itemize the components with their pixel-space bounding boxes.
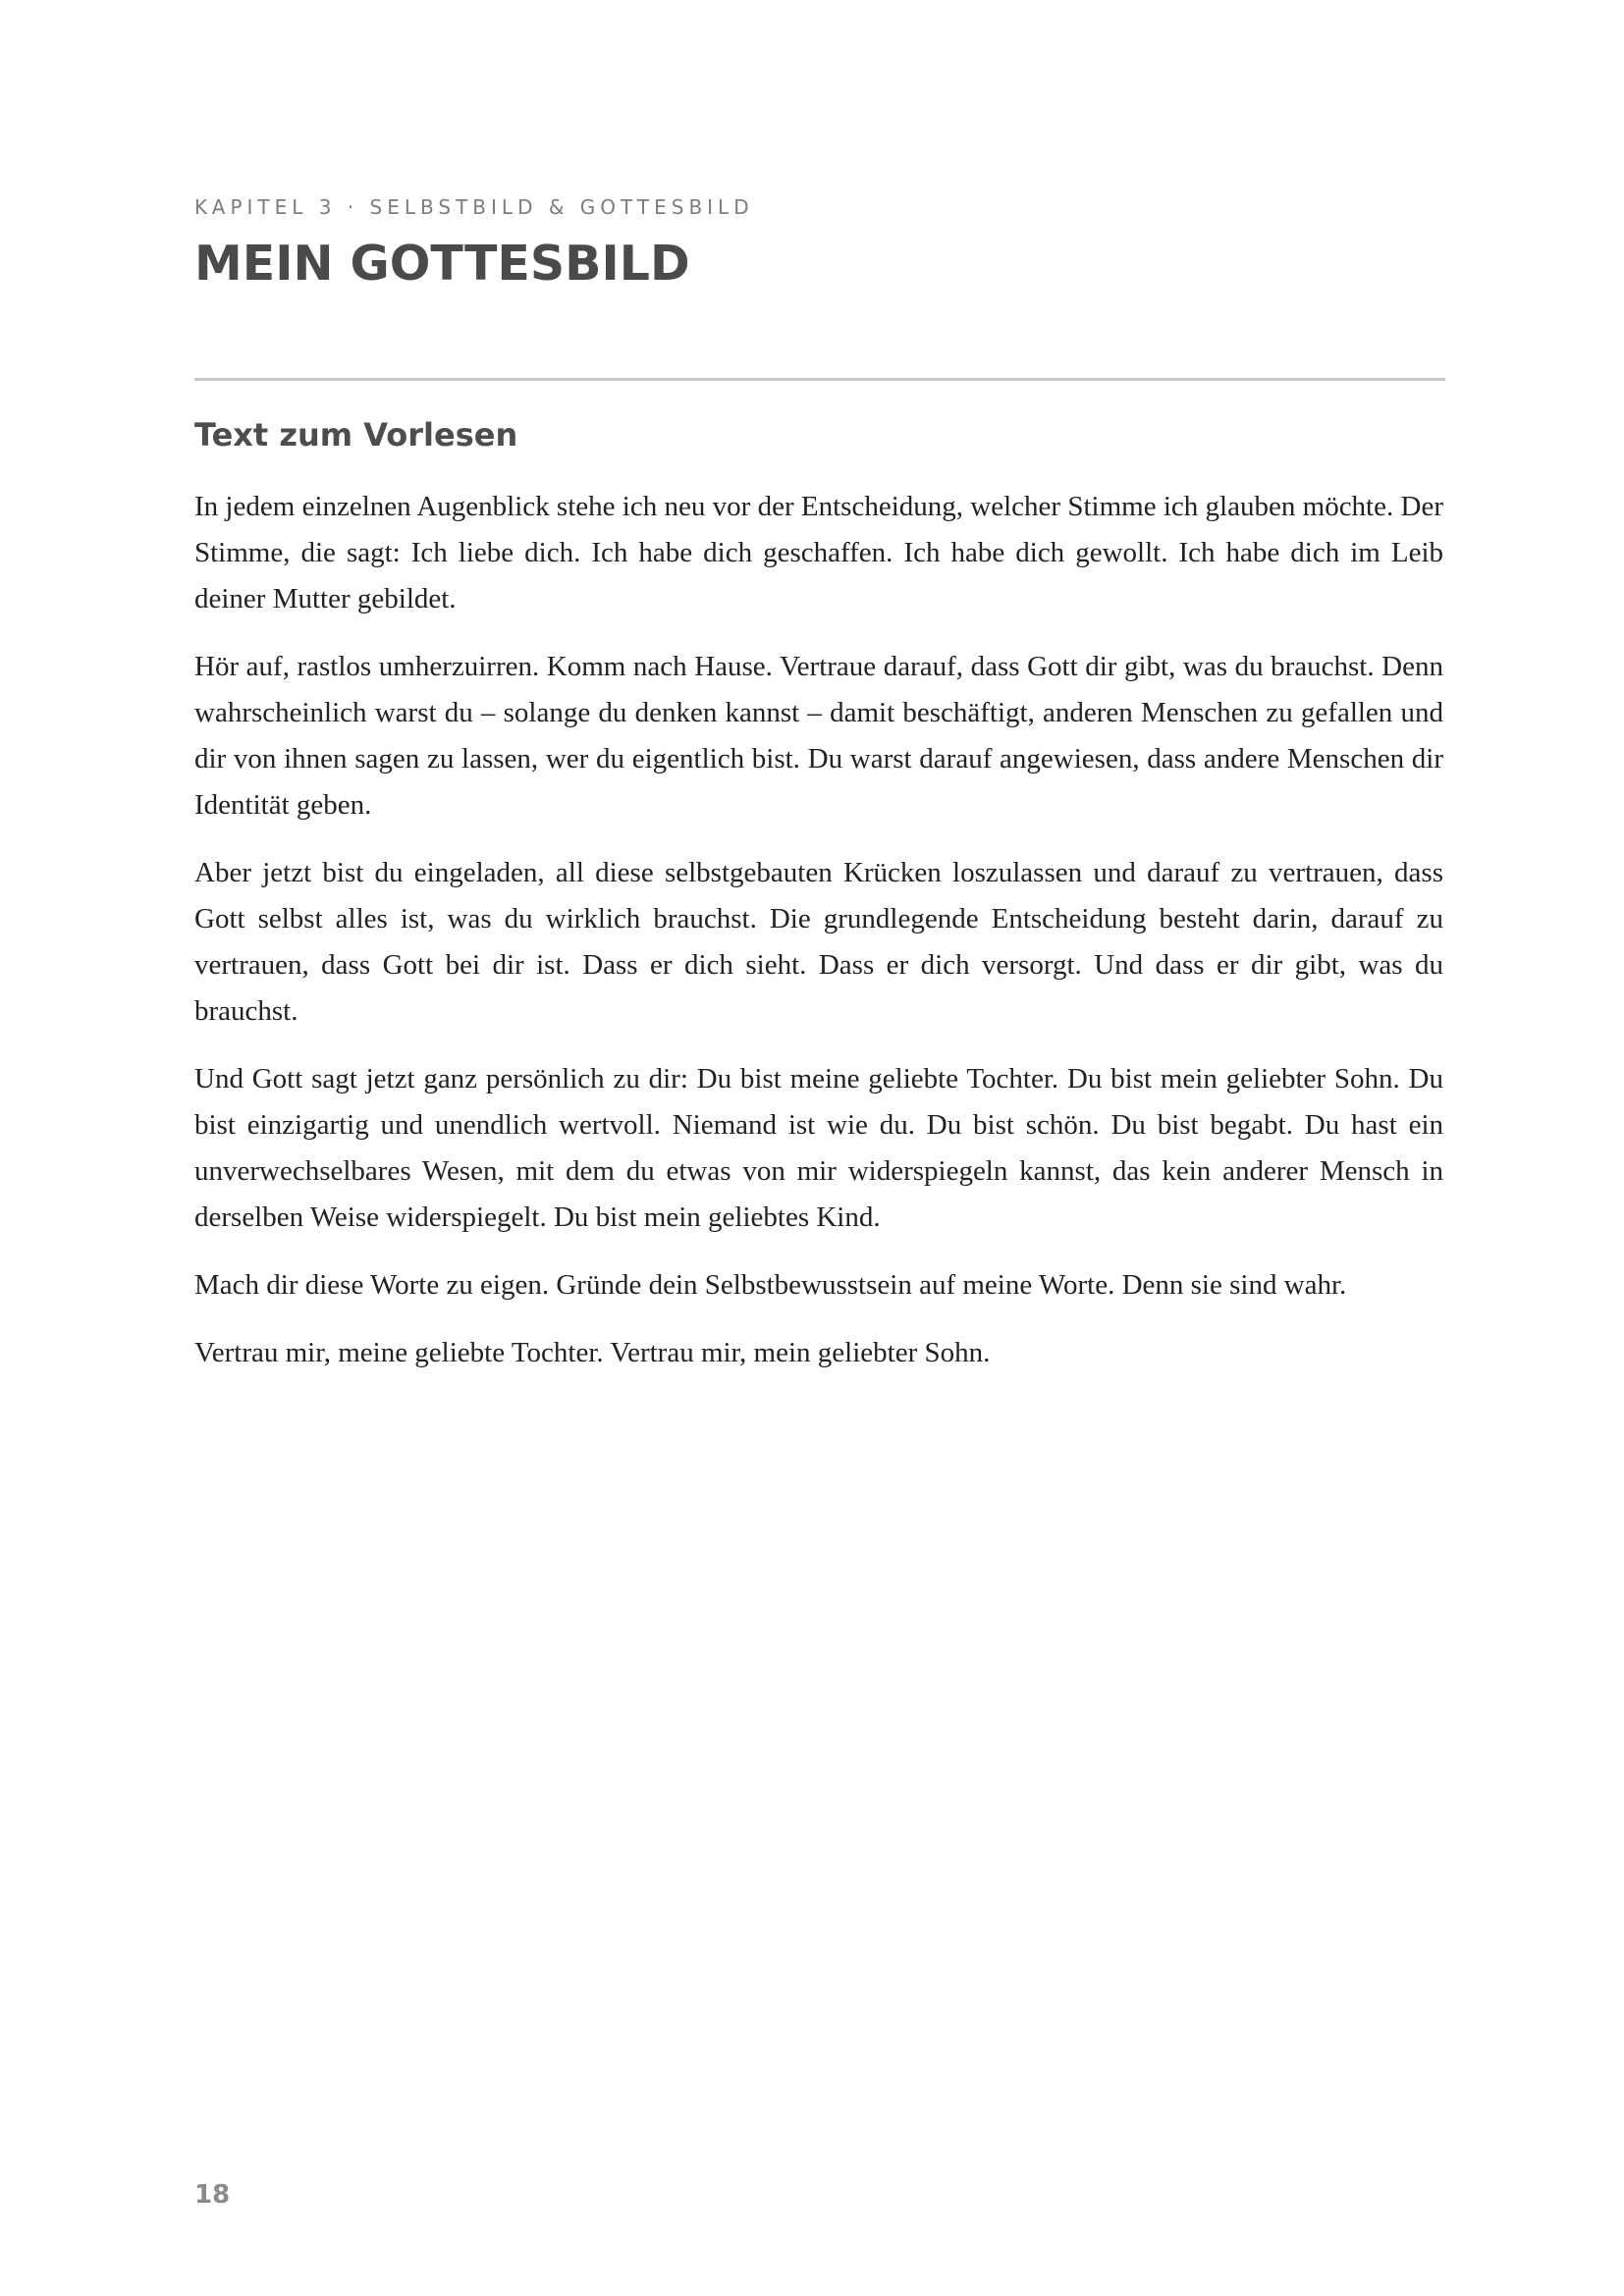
page-header xyxy=(194,192,1443,293)
paragraph: Vertrau mir, meine geliebte Tochter. Vertrau mir, mein geliebter Sohn. xyxy=(194,1337,991,1368)
paragraph: Aber jetzt bist du eingeladen, all diese selbstgebauten Krücken loszulassen und darauf zu vertrauen, dass Gott selbst alles ist, was du wirklich brauchst. Die grundlegende Entscheidung besteht darin, darauf zu vertrauen, dass Gott bei dir ist. Dass er dich sieht. Dass er dich versorgt. Und dass er dir gibt, was du brauchst. xyxy=(194,857,1443,1027)
paragraph: Und Gott sagt jetzt ganz persönlich zu dir: Du bist meine geliebte Tochter. Du bist mein geliebter Sohn. Du bist einzigartig und unendlich wertvoll. Niemand ist wie du. Du bist schön. Du bist begabt. Du hast ein unverwechselbares Wesen, mit dem du etwas von mir widerspiegeln kannst, das kein anderer Mensch in derselben Weise widerspiegelt. Du bist mein geliebtes Kind. xyxy=(194,1063,1443,1233)
page-title: MEIN GOTTESBILD xyxy=(194,236,690,292)
paragraph: Hör auf, rastlos umherzuirren. Komm nach Hause. Vertraue darauf, dass Gott dir gibt, was du brauchst. Denn wahrscheinlich warst du – solange du denken kannst – damit beschäftigt, anderen Menschen zu gefallen und dir von ihnen sagen zu lassen, wer du eigentlich bist. Du warst darauf angewiesen, dass andere Menschen dir Identität geben. xyxy=(194,651,1443,821)
section-heading: Text zum Vorlesen xyxy=(194,416,518,454)
body-text xyxy=(194,484,1443,1398)
paragraph: In jedem einzelnen Augenblick stehe ich neu vor der Entscheidung, welcher Stimme ich glauben möchte. Der Stimme, die sagt: Ich liebe dich. Ich habe dich geschaffen. Ich habe dich gewollt. Ich habe dich im Leib deiner Mutter gebildet. xyxy=(194,491,1443,614)
chapter-label: KAPITEL 3 · SELBSTBILD & GOTTESBILD xyxy=(194,195,754,219)
header-divider xyxy=(194,378,1445,381)
page-number: 18 xyxy=(194,2180,231,2210)
paragraph: Mach dir diese Worte zu eigen. Gründe dein Selbstbewusstsein auf meine Worte. Denn sie sind wahr. xyxy=(194,1269,1347,1301)
